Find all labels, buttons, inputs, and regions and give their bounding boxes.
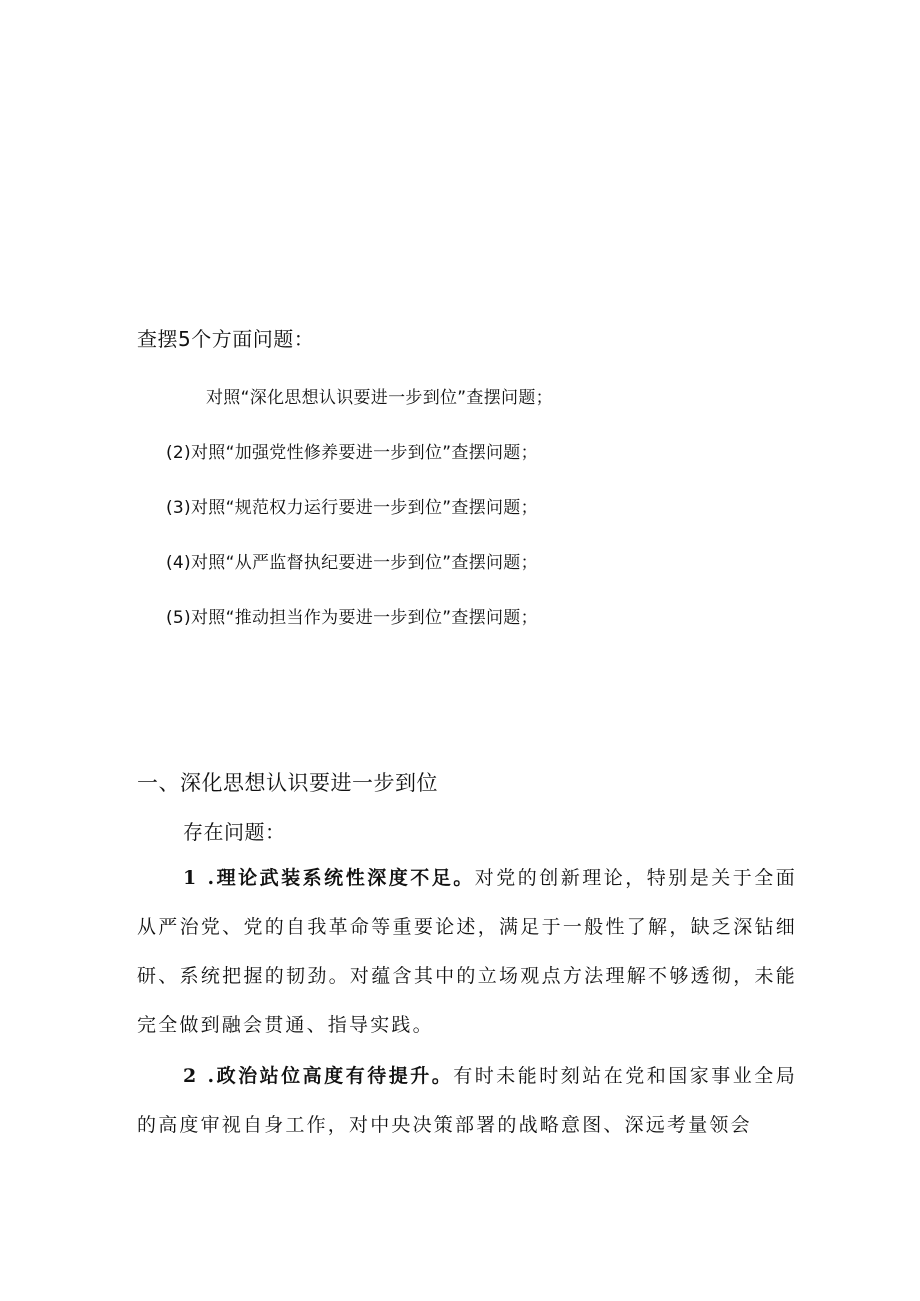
intro-item-5: (5)对照“推动担当作为要进一步到位”查摆问题； bbox=[166, 608, 538, 628]
intro-title: 查摆5个方面问题： bbox=[137, 327, 315, 351]
paragraph-1 bbox=[137, 854, 797, 1050]
intro-item-2: (2)对照“加强党性修养要进一步到位”查摆问题； bbox=[166, 443, 538, 463]
paragraph-2 bbox=[137, 1052, 797, 1150]
intro-item-4: (4)对照“从严监督执纪要进一步到位”查摆问题； bbox=[166, 553, 538, 573]
intro-item-1: 对照“深化思想认识要进一步到位”查摆问题； bbox=[206, 388, 553, 408]
section-subheading: 存在问题： bbox=[183, 820, 286, 844]
intro-item-3: (3)对照“规范权力运行要进一步到位”查摆问题； bbox=[166, 498, 538, 518]
paragraph-2-body: 有时未能时刻站在党和国家事业全局的高度审视自身工作，对中央决策部署的战略意图、深远考量领会 bbox=[137, 1065, 797, 1136]
section-heading: 一、深化思想认识要进一步到位 bbox=[137, 771, 438, 795]
paragraph-2-lead: 2 .政治站位高度有待提升。 bbox=[183, 1065, 454, 1087]
paragraph-1-lead: 1 .理论武装系统性深度不足。 bbox=[183, 867, 475, 889]
paragraph-1-body: 对党的创新理论，特别是关于全面从严治党、党的自我革命等重要论述，满足于一般性了解，缺乏深钻细研、系统把握的韧劲。对蕴含其中的立场观点方法理解不够透彻，未能完全做到融会贯通、指导实践。 bbox=[137, 867, 797, 1036]
